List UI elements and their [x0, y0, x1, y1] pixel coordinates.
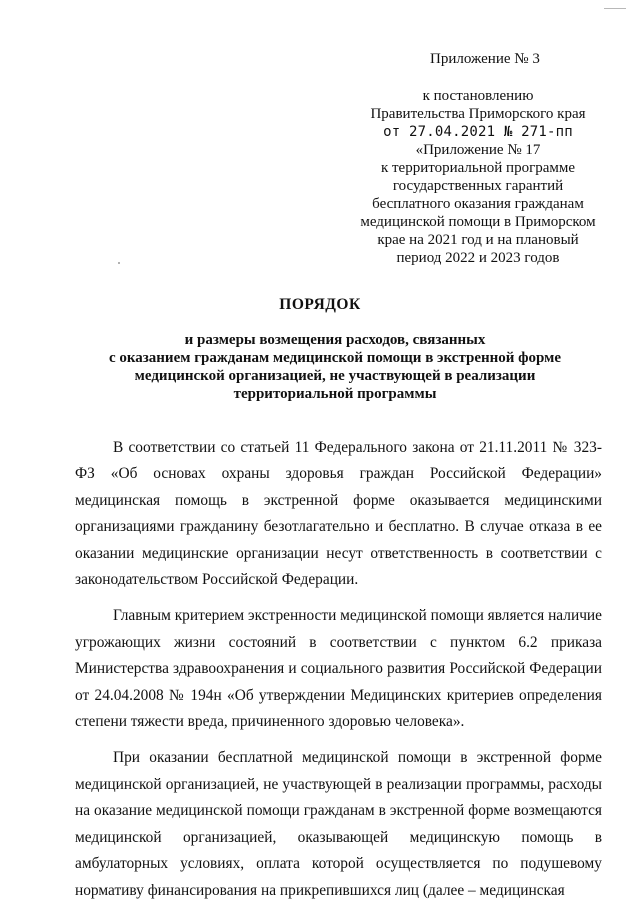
subtitle-line: и размеры возмещения расходов, связанных — [184, 332, 486, 348]
page-corner-mark — [604, 8, 626, 9]
subtitle-line: с оказанием гражданам медицинской помощи в экстренной форме — [108, 350, 562, 366]
header-line: «Приложение № 17 — [415, 142, 541, 158]
document-subtitle — [70, 331, 600, 403]
scan-speck — [118, 262, 120, 264]
header-line: к постановлению — [422, 88, 534, 104]
header-line: период 2022 и 2023 годов — [396, 250, 560, 266]
subtitle-line: территориальной программы — [233, 386, 437, 402]
appendix-number: Приложение № 3 — [430, 51, 540, 67]
body-paragraph: В соответствии со статьей 11 Федерального закона от 21.11.2011 № 323-ФЗ «Об основах охраны здоровья граждан Российской Федерации» медицинская помощь в экстренной форме оказывается медицинскими организациями гражданину безотлагательно и бесплатно. В случае отказа в ее оказании медицинские организации несут ответственность в соответствии с законодательством Российской Федерации. — [75, 439, 602, 589]
document-body — [75, 435, 602, 904]
body-paragraph: Главным критерием экстренности медицинской помощи является наличие угрожающих жизни состояний в соответствии с пунктом 6.2 приказа Министерства здравоохранения и социального развития Российской Федерации от 24.04.2008 № 194н «Об утверждении Медицинских критериев определения степени тяжести вреда, причиненного здоровью человека». — [75, 607, 602, 731]
header-line: государственных гарантий — [392, 178, 564, 194]
header-line: крае на 2021 год и на плановый — [377, 232, 579, 248]
subtitle-line: медицинской организацией, не участвующей в реализации — [134, 368, 536, 384]
header-line: медицинской помощи в Приморском — [360, 214, 596, 230]
document-title: ПОРЯДОК — [279, 296, 361, 313]
decree-date-number: от 27.04.2021 № 271-пп — [383, 124, 573, 140]
body-paragraph: При оказании бесплатной медицинской помощи в экстренной форме медицинской организацией, не участвующей в реализации программы, расходы на оказание медицинской помощи гражданам в экстренной форме возмещаются медицинской организацией, оказывающей медицинскую помощь в амбулаторных условиях, оплата которой осуществляется по подушевому нормативу финансирования на прикрепившихся лиц (далее – медицинская — [75, 749, 602, 899]
header-line: бесплатного оказания гражданам — [372, 196, 584, 212]
header-line: Правительства Приморского края — [370, 106, 586, 122]
appendix-header — [345, 87, 611, 267]
header-line: к территориальной программе — [380, 160, 576, 176]
